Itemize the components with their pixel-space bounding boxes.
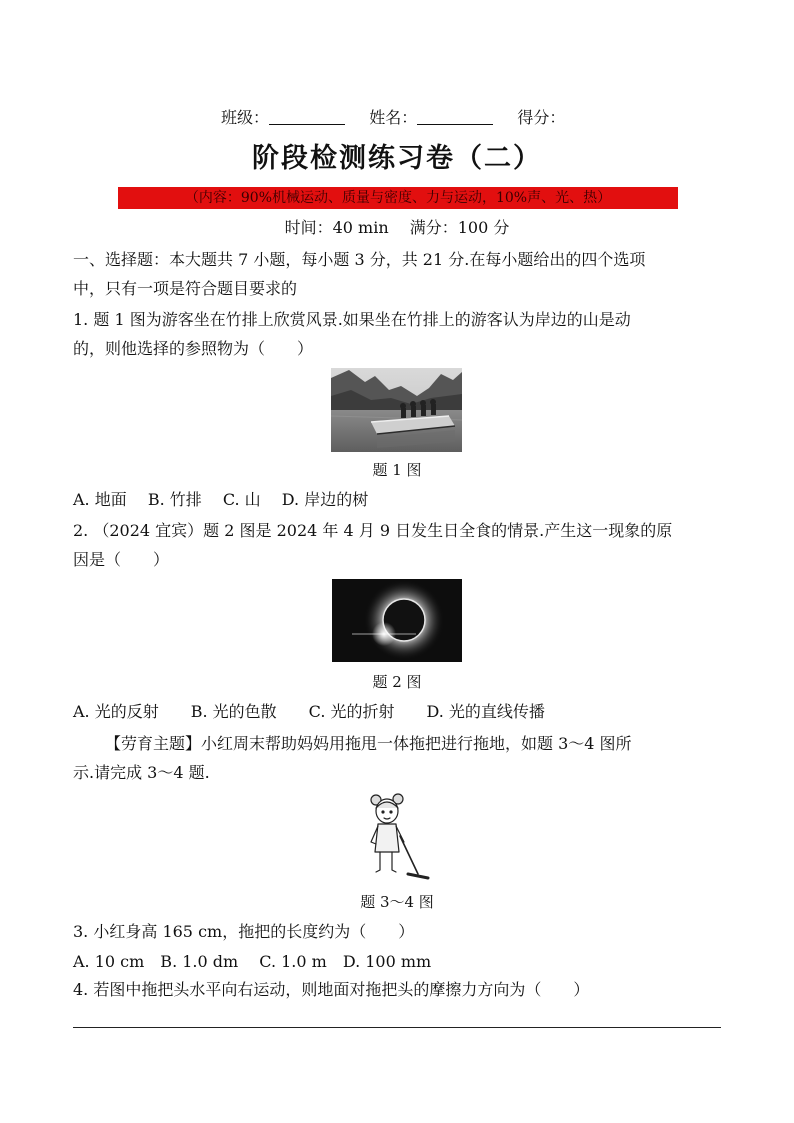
girl-mopping-svg	[364, 790, 434, 885]
q3-stem: 3. 小红身高 165 cm，拖把的长度约为（ ）	[73, 922, 415, 941]
theme-intro-line1: 【劳育主题】小红周末帮助妈妈用拖甩一体拖把进行拖地，如题 3～4 图所	[105, 734, 632, 753]
page-title: 阶段检测练习卷（二）	[252, 143, 542, 174]
q3-options: A. 10 cm B. 1.0 dm C. 1.0 m D. 100 mm	[73, 952, 432, 971]
solar-eclipse-photo-svg	[332, 579, 462, 662]
class-label: 班级：	[221, 108, 270, 127]
q1-figure-caption: 题 1 图	[372, 461, 422, 479]
theme-intro-line2: 示.请完成 3～4 题.	[73, 763, 210, 782]
header-line	[221, 108, 565, 128]
q2-options: A. 光的反射 B. 光的色散 C. 光的折射 D. 光的直线传播	[73, 702, 545, 721]
q1-stem-line1: 1. 题 1 图为游客坐在竹排上欣赏风景.如果坐在竹排上的游客认为岸边的山是动	[73, 310, 631, 329]
q1-bamboo-raft-photo	[331, 368, 462, 452]
bamboo-raft-photo-svg	[331, 368, 462, 452]
name-label: 姓名：	[369, 108, 418, 127]
content-scope-banner: （内容：90%机械运动、质量与密度、力与运动，10%声、光、热）	[118, 187, 678, 209]
q2-solar-eclipse-photo	[332, 579, 462, 662]
q2-stem-line2: 因是（ ）	[73, 550, 170, 569]
q2-stem-line1: 2. （2024 宜宾）题 2 图是 2024 年 4 月 9 日发生日全食的情景.产生这一现象的原	[73, 521, 673, 540]
score-label: 得分：	[517, 108, 566, 127]
class-blank[interactable]	[269, 108, 345, 125]
q4-stem: 4. 若图中拖把头水平向右运动，则地面对拖把头的摩擦力方向为（ ）	[73, 980, 590, 999]
name-blank[interactable]	[417, 108, 493, 125]
q1-options: A. 地面 B. 竹排 C. 山 D. 岸边的树	[73, 490, 369, 509]
q3-4-figure-caption: 题 3～4 图	[360, 893, 434, 911]
q1-stem-line2: 的，则他选择的参照物为（ ）	[73, 339, 314, 358]
page-bottom-divider	[73, 1027, 721, 1028]
time-info: 时间：40 min 满分：100 分	[284, 218, 510, 237]
q2-figure-caption: 题 2 图	[372, 673, 422, 691]
section-heading-line1: 一、选择题：本大题共 7 小题，每小题 3 分，共 21 分.在每小题给出的四个选项	[73, 250, 646, 269]
q3-4-girl-mopping-illustration	[364, 790, 434, 885]
section-heading-line2: 中，只有一项是符合题目要求的	[73, 279, 298, 298]
